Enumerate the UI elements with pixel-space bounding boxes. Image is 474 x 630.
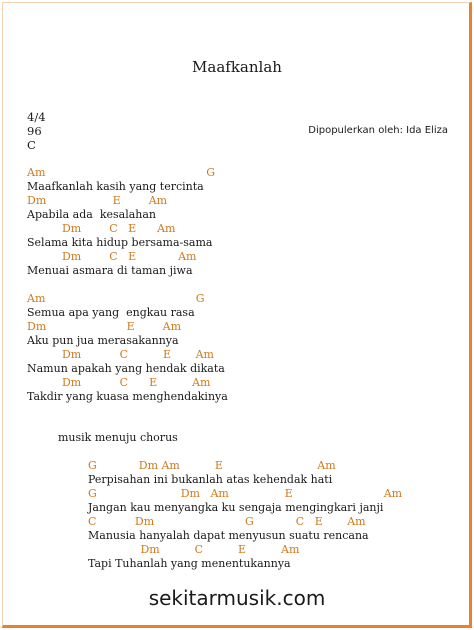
chord-line: Am G <box>27 292 205 305</box>
chord-line: Dm C E Am <box>27 348 214 361</box>
chord-line: Dm C E Am <box>27 376 211 389</box>
lyric-line: Tapi Tuhanlah yang menentukannya <box>88 557 291 570</box>
lyric-line: Namun apakah yang hendak dikata <box>27 362 225 375</box>
lyric-line: Takdir yang kuasa menghendakinya <box>27 390 228 403</box>
chord-line: C Dm G C E Am <box>88 515 366 528</box>
chord-line: Dm E Am <box>27 320 182 333</box>
lyric-line: Manusia hanyalah dapat menyusun suatu rencana <box>88 529 369 542</box>
lyric-line: Jangan kau menyangka ku sengaja mengingkari janji <box>88 501 384 514</box>
lyric-line: Selama kita hidup bersama-sama <box>27 236 213 249</box>
tempo: 96 <box>27 124 42 138</box>
song-title: Maafkanlah <box>192 58 282 76</box>
section-label: musik menuju chorus <box>58 431 178 444</box>
site-footer: sekitarmusik.com <box>148 586 326 610</box>
chord-line: G Dm Am E Am <box>88 459 336 472</box>
chord-line: Dm C E Am <box>27 250 197 263</box>
chord-line: Dm C E Am <box>27 222 176 235</box>
chord-line: Am G <box>27 166 216 179</box>
lyric-line: Aku pun jua merasakannya <box>27 334 179 347</box>
key: C <box>27 138 36 152</box>
lyric-line: Apabila ada kesalahan <box>27 208 157 221</box>
artist-credit: Dipopulerkan oleh: Ida Eliza <box>308 125 448 136</box>
lyric-line: Menuai asmara di taman jiwa <box>27 264 193 277</box>
lyric-line: Perpisahan ini bukanlah atas kehendak hati <box>88 473 333 486</box>
chord-line: G Dm Am E Am <box>88 487 403 500</box>
chord-line: Dm E Am <box>27 194 168 207</box>
lyric-line: Maafkanlah kasih yang tercinta <box>27 180 204 193</box>
lyric-line: Semua apa yang engkau rasa <box>27 306 195 319</box>
time-signature: 4/4 <box>27 110 46 124</box>
chord-line: Dm C E Am <box>88 543 300 556</box>
